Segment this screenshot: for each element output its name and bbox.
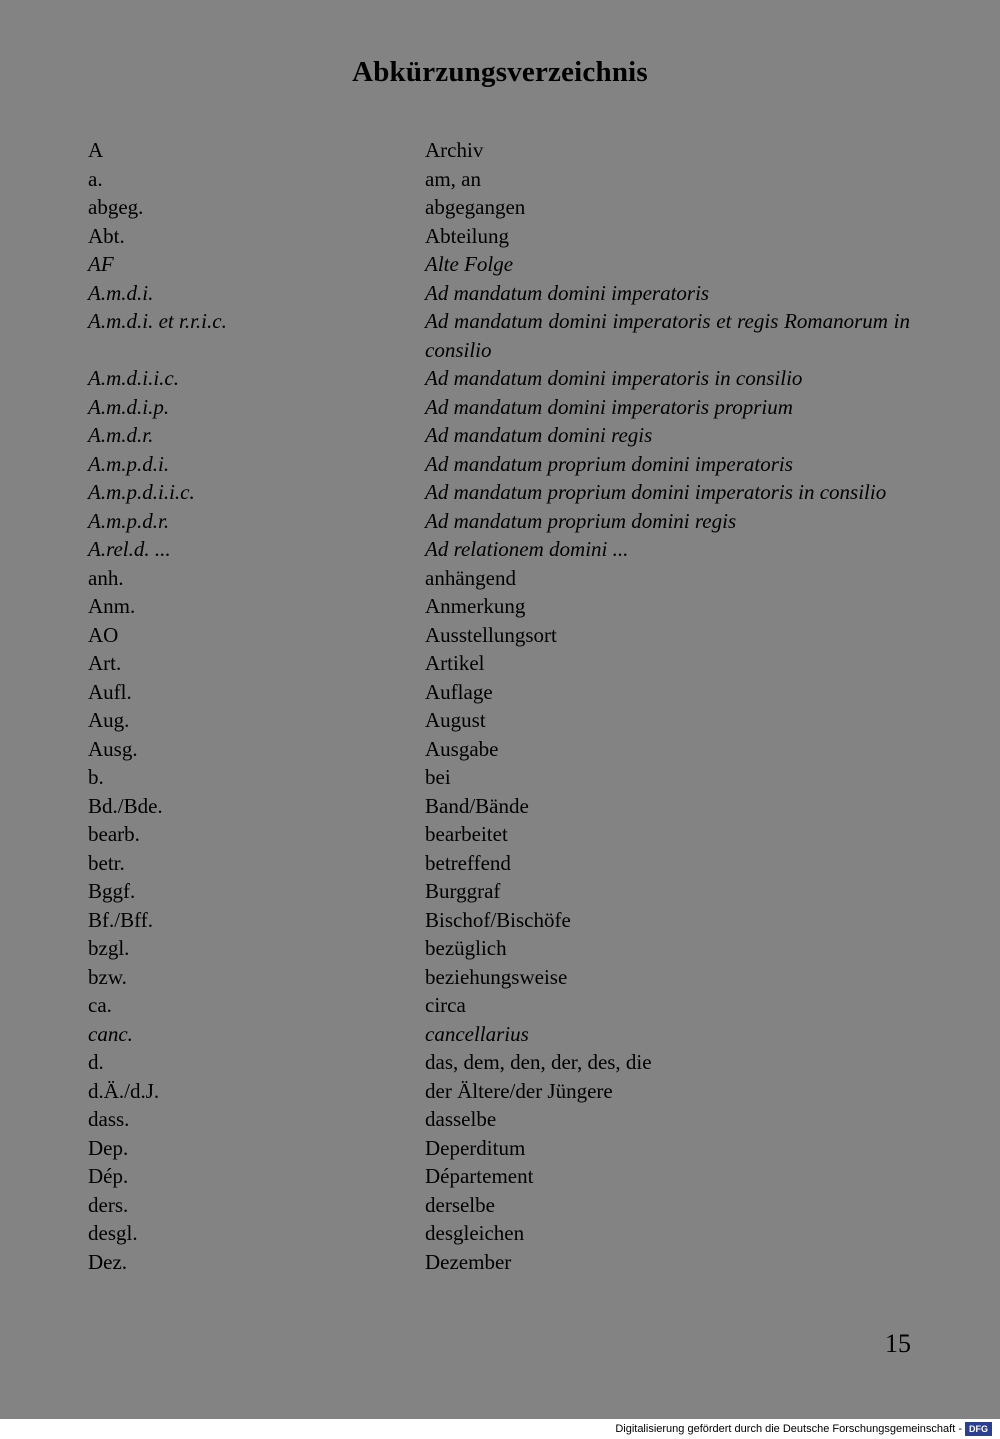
list-item — [88, 877, 910, 906]
list-item — [88, 250, 910, 279]
abbreviation-meaning: Deperditum — [425, 1135, 526, 1160]
abbreviation: d. — [88, 1050, 104, 1074]
list-item — [88, 564, 910, 593]
list-item — [88, 678, 910, 707]
abbreviation-meaning: Ad mandatum domini imperatoris in consilio — [425, 366, 803, 390]
abbreviation-meaning: Ad mandatum proprium domini imperatoris in consilio — [425, 480, 887, 504]
abbreviation: A.m.d.r. — [88, 423, 154, 447]
list-item — [88, 393, 910, 422]
abbreviation: Abt. — [88, 223, 125, 248]
page-title: Abkürzungsverzeichnis — [352, 56, 648, 88]
list-item — [88, 934, 910, 963]
page-number: 15 — [885, 1329, 911, 1358]
abbreviation-meaning: bei — [425, 765, 451, 789]
abbreviation: Bggf. — [88, 879, 136, 903]
abbreviation: Ausg. — [88, 736, 138, 761]
abbreviation: Art. — [88, 651, 122, 675]
abbreviation-meaning: bearbeitet — [425, 822, 508, 846]
abbreviation-meaning: Archiv — [425, 138, 484, 162]
abbreviation-meaning: Auflage — [425, 679, 493, 704]
abbreviation: A.m.p.d.i. — [88, 451, 170, 476]
list-item — [88, 735, 910, 764]
abbreviation: betr. — [88, 850, 125, 875]
list-item — [88, 136, 910, 165]
abbreviation-meaning: Ad mandatum domini imperatoris et regis Romanorum in consilio — [425, 309, 910, 362]
list-item — [88, 1077, 910, 1106]
abbreviation: A.m.d.i. — [88, 280, 154, 305]
abbreviation-meaning: Bischof/Bischöfe — [425, 907, 571, 932]
list-item — [88, 1020, 910, 1049]
abbreviation-meaning: August — [425, 708, 486, 732]
abbreviation: Dez. — [88, 1249, 128, 1274]
abbreviation: Dép. — [88, 1164, 129, 1188]
abbreviation: Aug. — [88, 708, 130, 732]
footer-credit: Digitalisierung gefördert durch die Deutsche Forschungsgemeinschaft - — [615, 1423, 962, 1435]
list-item — [88, 991, 910, 1020]
list-item — [88, 1134, 910, 1163]
abbreviation-meaning: Ausstellungsort — [425, 622, 557, 647]
list-item — [88, 621, 910, 650]
list-item — [88, 849, 910, 878]
abbreviation: desgl. — [88, 1221, 138, 1245]
abbreviation-meaning: Dezember — [425, 1249, 512, 1274]
abbreviation-meaning: circa — [425, 993, 466, 1017]
list-item — [88, 535, 910, 564]
abbreviation: A.m.d.i.i.c. — [88, 366, 179, 390]
abbreviation: Bd./Bde. — [88, 793, 163, 818]
abbreviation-meaning: der Ältere/der Jüngere — [425, 1078, 613, 1103]
abbreviation-meaning: Ad mandatum proprium domini imperatoris — [425, 451, 793, 476]
list-item — [88, 165, 910, 194]
abbreviation-meaning: am, an — [425, 166, 481, 191]
list-item — [88, 592, 910, 621]
abbreviation: a. — [88, 166, 103, 191]
abbreviation: ders. — [88, 1192, 129, 1217]
abbreviation: d.Ä./d.J. — [88, 1078, 160, 1103]
list-item — [88, 193, 910, 222]
list-item — [88, 706, 910, 735]
abbreviation: Anm. — [88, 594, 136, 618]
list-item — [88, 507, 910, 536]
abbreviation-meaning: Ad mandatum domini imperatoris — [425, 280, 710, 305]
abbreviation-meaning: Alte Folge — [425, 252, 514, 276]
list-item — [88, 1162, 910, 1191]
list-item — [88, 364, 910, 393]
list-item — [88, 963, 910, 992]
abbreviation: A.m.d.i.p. — [88, 394, 170, 419]
abbreviation-meaning: Ad mandatum domini regis — [425, 423, 653, 447]
abbreviation: Dep. — [88, 1135, 129, 1160]
abbreviation-meaning: Ad mandatum proprium domini regis — [425, 508, 737, 533]
abbreviation: canc. — [88, 1021, 133, 1046]
list-item — [88, 307, 910, 364]
abbreviation: abgeg. — [88, 195, 144, 219]
abbreviation-meaning: betreffend — [425, 850, 511, 875]
list-item — [88, 450, 910, 479]
abbreviation-meaning: Artikel — [425, 651, 485, 675]
list-item — [88, 792, 910, 821]
abbreviation: Bf./Bff. — [88, 907, 153, 932]
abbreviation-meaning: cancellarius — [425, 1021, 529, 1046]
list-item — [88, 1219, 910, 1248]
abbreviation: AF — [88, 252, 114, 276]
abbreviation: A.m.d.i. et r.r.i.c. — [88, 309, 227, 333]
abbreviation: Aufl. — [88, 679, 132, 704]
abbreviation: A.m.p.d.i.i.c. — [88, 480, 195, 504]
list-item — [88, 421, 910, 450]
abbreviation: ca. — [88, 993, 112, 1017]
list-item — [88, 649, 910, 678]
abbreviation: b. — [88, 765, 104, 789]
abbreviation-meaning: Anmerkung — [425, 594, 526, 618]
abbreviation: A.rel.d. ... — [88, 537, 171, 561]
abbreviation-meaning: bezüglich — [425, 936, 507, 960]
list-item — [88, 906, 910, 935]
list-item — [88, 1191, 910, 1220]
abbreviation-meaning: das, dem, den, der, des, die — [425, 1050, 652, 1074]
list-item — [88, 763, 910, 792]
abbreviation-meaning: derselbe — [425, 1192, 495, 1217]
abbreviation-meaning: Ausgabe — [425, 736, 499, 761]
abbreviation: A.m.p.d.r. — [88, 508, 170, 533]
abbreviation-meaning: Ad mandatum domini imperatoris proprium — [425, 394, 793, 419]
abbreviation-meaning: Band/Bände — [425, 793, 529, 818]
abbreviation: anh. — [88, 565, 124, 590]
list-item — [88, 1048, 910, 1077]
list-item — [88, 478, 910, 507]
abbreviation-meaning: anhängend — [425, 565, 516, 590]
abbreviation-meaning: abgegangen — [425, 195, 526, 219]
abbreviation-meaning: beziehungsweise — [425, 964, 568, 989]
footer-bar — [0, 1419, 1000, 1439]
list-item — [88, 1248, 910, 1277]
abbreviation-meaning: Burggraf — [425, 879, 501, 903]
abbreviation: dass. — [88, 1107, 130, 1131]
abbreviation: A — [88, 138, 104, 162]
abbreviation: AO — [88, 622, 119, 647]
abbreviation-meaning: desgleichen — [425, 1221, 525, 1245]
list-item — [88, 279, 910, 308]
abbreviation: bzw. — [88, 964, 127, 989]
abbreviation-list — [88, 136, 910, 1276]
abbreviation: bearb. — [88, 822, 140, 846]
abbreviation-meaning: dasselbe — [425, 1107, 497, 1131]
abbreviation-meaning: Ad relationem domini ... — [425, 537, 629, 561]
dfg-logo-icon: DFG — [965, 1422, 992, 1436]
list-item — [88, 1105, 910, 1134]
abbreviation-meaning: Département — [425, 1164, 534, 1188]
abbreviation-meaning: Abteilung — [425, 223, 509, 248]
list-item — [88, 820, 910, 849]
list-item — [88, 222, 910, 251]
abbreviation: bzgl. — [88, 936, 130, 960]
